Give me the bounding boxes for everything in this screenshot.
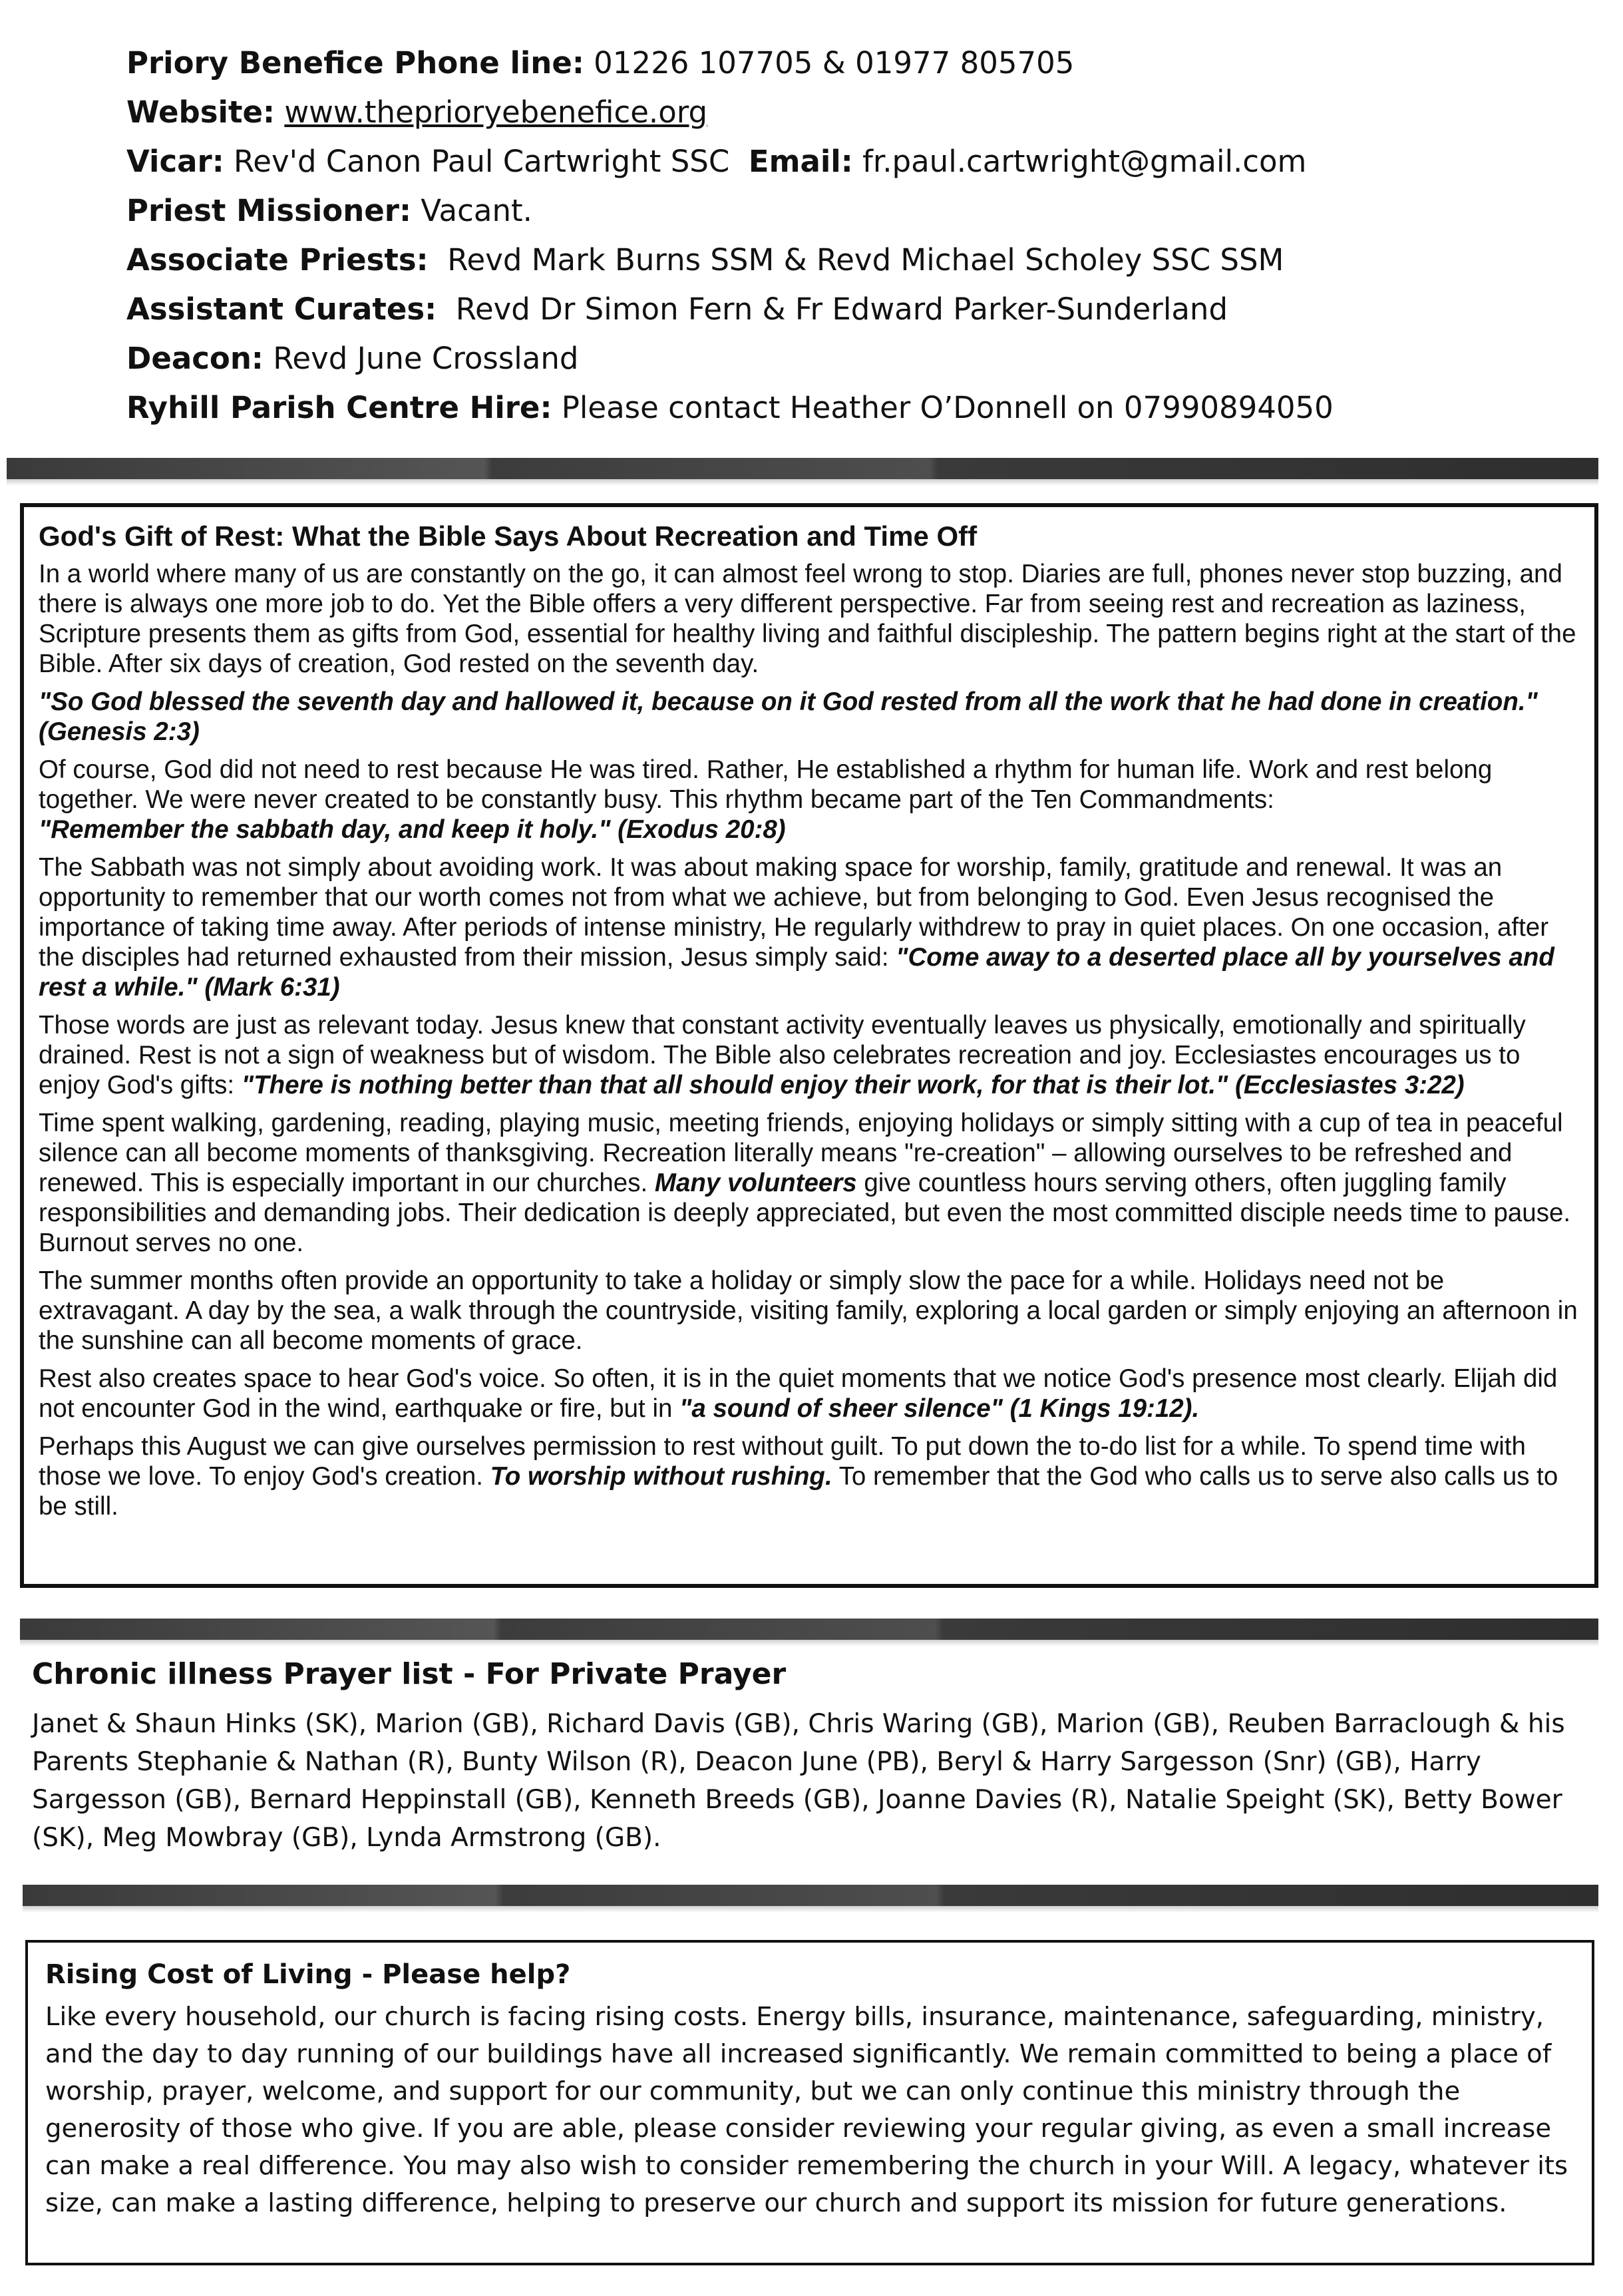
cost-of-living-title: Rising Cost of Living - Please help?: [45, 1959, 571, 1990]
emphasis-text: To worship without rushing.: [490, 1462, 832, 1491]
parish-centre-hire-row: [126, 383, 1590, 433]
assistant-curates-row: [126, 285, 1590, 334]
website-label: Website:: [126, 95, 275, 130]
assistant-curates-value: Revd Dr Simon Fern & Fr Edward Parker-Sunderland: [455, 291, 1228, 327]
prayer-list-section: [32, 1654, 1589, 1857]
phone-line-label: Priory Benefice Phone line:: [126, 45, 584, 81]
website-link[interactable]: www.theprioryebenefice.org: [284, 95, 708, 130]
email-label: Email:: [748, 144, 853, 179]
bible-quote: "Remember the sabbath day, and keep it holy." (Exodus 20:8): [39, 815, 786, 844]
article-text: Time spent walking, gardening, reading, playing music, meeting friends, enjoying holidays or simply sitting with a cup of tea in peaceful silence can all become moments of thanksgiving. Recreation literally means "re-creation" – allowing ourselves to be refreshed and renewed. This is especially important in our churches.: [39, 1109, 1563, 1197]
deacon-value: Revd June Crossland: [273, 341, 579, 376]
bible-quote: "a sound of sheer silence" (1 Kings 19:12).: [679, 1394, 1200, 1423]
priest-missioner-row: [126, 186, 1590, 236]
article-paragraph: [39, 1364, 1580, 1424]
article-title: God's Gift of Rest: What the Bible Says About Recreation and Time Off: [39, 520, 978, 552]
phone-line-row: [126, 39, 1590, 88]
article-text: Rest also creates space to hear God's voice. So often, it is in the quiet moments that we notice God's presence most clearly. Elijah did not encounter God in the wind, earthquake or fire, but in: [39, 1364, 1558, 1423]
vicar-label: Vicar:: [126, 144, 224, 179]
article-text: Of course, God did not need to rest because He was tired. Rather, He established a rhythm for human life. Work and rest belong together. We were never created to be constantly busy. This rhythm became part of the Ten Commandments:: [39, 755, 1493, 814]
divider-bar-bottom: [23, 1885, 1598, 1906]
cost-of-living-text: Like every household, our church is facing rising costs. Energy bills, insurance, maintenance, safeguarding, ministry, and the day to day running of our buildings have all increased significantly. We remain committed to being a place of worship, prayer, welcome, and support for our community, but we can only continue this ministry through the generosity of those who give. If you are able, please consider reviewing your regular giving, as even a small increase can make a real difference. You may also wish to consider remembering the church in your Will. A legacy, whatever its size, can make a lasting difference, helping to preserve our church and support its mission for future generations.: [45, 2002, 1568, 2218]
website-row: [126, 88, 1590, 137]
divider-bar-top: [7, 458, 1598, 479]
article-text: To remember that the God who calls us to serve also calls us to be still.: [39, 1462, 1558, 1521]
article-paragraph: [39, 853, 1580, 1002]
contact-details: [126, 39, 1590, 433]
vicar-value: Rev'd Canon Paul Cartwright SSC: [234, 144, 730, 179]
emphasis-text: Many volunteers: [654, 1169, 857, 1197]
article-paragraph: [39, 1432, 1580, 1521]
email-value[interactable]: fr.paul.cartwright@gmail.com: [862, 144, 1307, 179]
associate-priests-row: [126, 236, 1590, 285]
vicar-row: [126, 137, 1590, 186]
associate-priests-value: Revd Mark Burns SSM & Revd Michael Scholey SSC SSM: [447, 242, 1284, 278]
associate-priests-label: Associate Priests:: [126, 242, 429, 278]
parish-centre-hire-value: Please contact Heather O’Donnell on 07990894050: [561, 390, 1334, 425]
article-paragraph: The summer months often provide an opportunity to take a holiday or simply slow the pace for a while. Holidays need not be extravagant. A day by the sea, a walk through the countryside, visiting family, exploring a local garden or simply enjoying an afternoon in the sunshine can all become moments of grace.: [39, 1266, 1578, 1355]
article-text: The Sabbath was not simply about avoiding work. It was about making space for worship, family, gratitude and renewal. It was an opportunity to remember that our worth comes not from what we achieve, but from belonging to God. Even Jesus recognised the importance of taking time away. After periods of intense ministry, He regularly withdrew to pray in quiet places. On one occasion, after the disciples had returned exhausted from their mission, Jesus simply said:: [39, 853, 1549, 972]
priest-missioner-label: Priest Missioner:: [126, 193, 411, 228]
deacon-label: Deacon:: [126, 341, 264, 376]
divider-bar-middle: [20, 1619, 1598, 1640]
deacon-row: [126, 334, 1590, 383]
bible-quote: "There is nothing better than that all should enjoy their work, for that is their lot." (Ecclesiastes 3:22): [241, 1071, 1465, 1099]
cost-of-living-box: [25, 1940, 1594, 2265]
article-box: [20, 503, 1598, 1588]
prayer-list-title: Chronic illness Prayer list - For Private Prayer: [32, 1657, 787, 1691]
article-paragraph: [39, 1108, 1580, 1258]
article-paragraph: [39, 755, 1580, 845]
prayer-list-names: Janet & Shaun Hinks (SK), Marion (GB), Richard Davis (GB), Chris Waring (GB), Marion (GB), Reuben Barraclough & his Parents Stephanie & Nathan (R), Bunty Wilson (R), Deacon June (PB), Beryl & Harry Sargesson (Snr) (GB), Harry Sargesson (GB), Bernard Heppinstall (GB), Kenneth Breeds (GB), Joanne Davies (R), Natalie Speight (SK), Betty Bower (SK), Meg Mowbray (GB), Lynda Armstrong (GB).: [32, 1709, 1565, 1853]
article-text: Perhaps this August we can give ourselves permission to rest without guilt. To put down the to-do list for a while. To spend time with those we love. To enjoy God's creation.: [39, 1432, 1526, 1491]
article-text: Those words are just as relevant today. Jesus knew that constant activity eventually leaves us physically, emotionally and spiritually drained. Rest is not a sign of weakness but of wisdom. The Bible also celebrates recreation and joy. Ecclesiastes encourages us to enjoy God's gifts:: [39, 1011, 1526, 1099]
article-paragraph: [39, 1010, 1580, 1100]
bible-quote: "Come away to a deserted place all by yourselves and rest a while." (Mark 6:31): [39, 943, 1554, 1002]
article-text: give countless hours serving others, often juggling family responsibilities and demanding jobs. Their dedication is deeply appreciated, but even the most committed disciple needs time to pause. Burnout serves no one.: [39, 1169, 1571, 1257]
article-paragraph: In a world where many of us are constantly on the go, it can almost feel wrong to stop. Diaries are full, phones never stop buzzing, and there is always one more job to do. Yet the Bible offers a very different perspective. Far from seeing rest and recreation as laziness, Scripture presents them as gifts from God, essential for healthy living and faithful discipleship. The pattern begins right at the start of the Bible. After six days of creation, God rested on the seventh day.: [39, 560, 1576, 678]
bible-quote: "So God blessed the seventh day and hallowed it, because on it God rested from all the work that he had done in creation." (Genesis 2:3): [39, 687, 1538, 746]
assistant-curates-label: Assistant Curates:: [126, 291, 437, 327]
parish-centre-hire-label: Ryhill Parish Centre Hire:: [126, 390, 552, 425]
phone-line-value: 01226 107705 & 01977 805705: [594, 45, 1075, 81]
priest-missioner-value: Vacant.: [421, 193, 532, 228]
